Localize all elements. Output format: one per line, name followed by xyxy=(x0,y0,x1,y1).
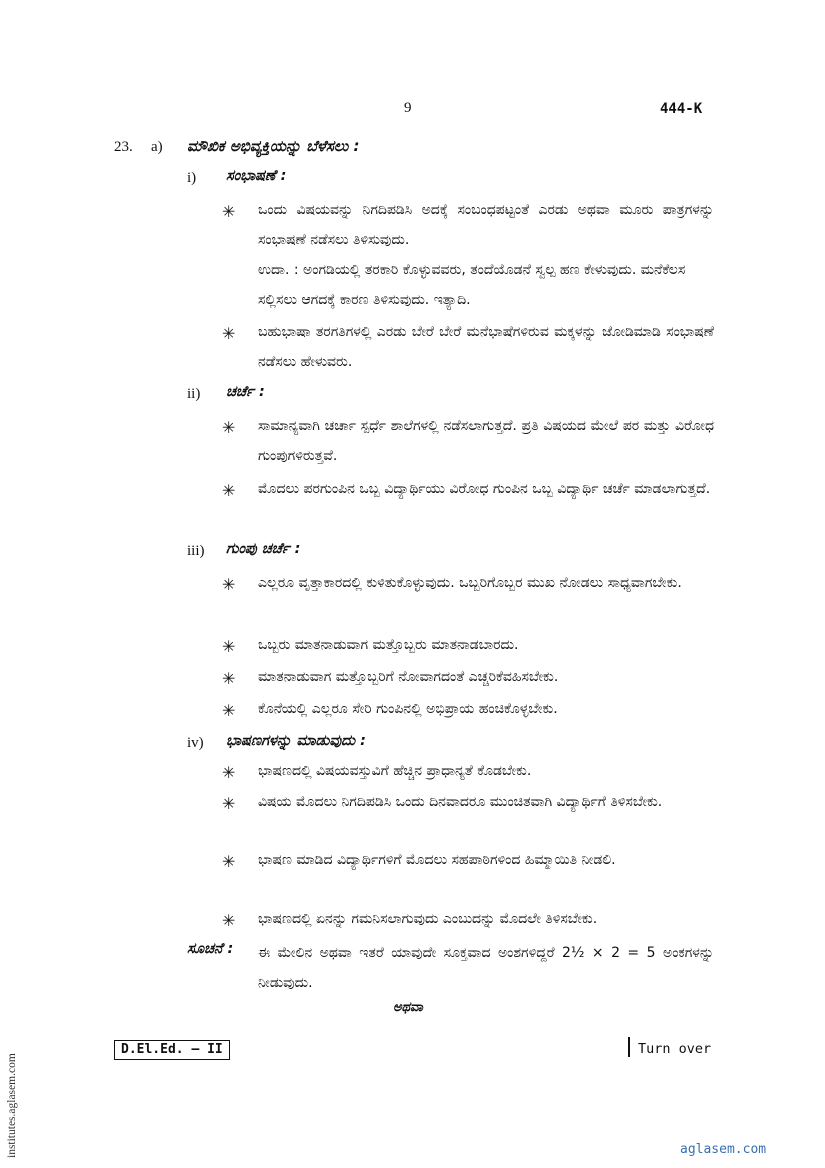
section-title: ಭಾಷಣಗಳನ್ನು ಮಾಡುವುದು : xyxy=(226,733,366,749)
question-number: 23. xyxy=(114,139,133,155)
or-label: ಅಥವಾ xyxy=(393,1000,423,1015)
turn-over-label: Turn over xyxy=(638,1041,712,1057)
question-part: a) xyxy=(151,139,163,155)
bullet-icon: ✳ xyxy=(222,669,236,688)
bullet-icon: ✳ xyxy=(222,575,236,594)
bullet-text: ಸಾಮಾನ್ಯವಾಗಿ ಚರ್ಚಾ ಸ್ಪರ್ಧೆ ಶಾಲೆಗಳಲ್ಲಿ ನಡೆಸಲಾಗುತ್ತದೆ. ಪ್ರತಿ ವಿಷಯದ ಮೇಲೆ ಪರ ಮತ್ತು ವಿರೋಧ ಗುಂಪುಗಳಿರುತ್ತವೆ. xyxy=(258,418,714,464)
paper-code: 444-K xyxy=(660,101,703,117)
note-label: ಸೂಚನೆ : xyxy=(187,941,234,957)
site-watermark: aglasem.com xyxy=(680,1142,767,1157)
bullet-text: ಭಾಷಣ ಮಾಡಿದ ವಿದ್ಯಾರ್ಥಿಗಳಿಗೆ ಮೊದಲು ಸಹಪಾಠಿಗಳಿಂದ ಹಿಮ್ಮಾಯಿತಿ ನೀಡಲಿ. xyxy=(258,852,616,868)
bullet-text: ವಿಷಯ ಮೊದಲು ನಿಗದಿಪಡಿಸಿ ಒಂದು ದಿನವಾದರೂ ಮುಂಚಿತವಾಗಿ ವಿದ್ಯಾರ್ಥಿಗೆ ತಿಳಿಸಬೇಕು. xyxy=(258,794,663,810)
bullet-icon: ✳ xyxy=(222,763,236,782)
bullet-text: ಕೊನೆಯಲ್ಲಿ ಎಲ್ಲರೂ ಸೇರಿ ಗುಂಪಿನಲ್ಲಿ ಅಭಿಪ್ರಾಯ ಹಂಚಿಕೊಳ್ಳಬೇಕು. xyxy=(258,701,558,717)
bullet-icon: ✳ xyxy=(222,637,236,656)
bullet-icon: ✳ xyxy=(222,911,236,930)
course-code-box: D.El.Ed. – II xyxy=(114,1040,230,1060)
section-number: i) xyxy=(187,170,197,186)
bullet-icon: ✳ xyxy=(222,202,236,221)
section-title: ಚರ್ಚೆ : xyxy=(226,384,265,400)
question-heading: ಮೌಖಿಕ ಅಭಿವ್ಯಕ್ತಿಯನ್ನು ಬೆಳೆಸಲು : xyxy=(187,137,360,155)
note-text: ಈ ಮೇಲಿನ ಅಥವಾ ಇತರೆ ಯಾವುದೇ ಸೂಕ್ತವಾದ ಅಂಶಗಳಿದ್ದರೆ 2½ × 2 = 5 ಅಂಕಗಳನ್ನು ನೀಡುವುದು. xyxy=(258,945,714,991)
bullet-icon: ✳ xyxy=(222,794,236,813)
bullet-icon: ✳ xyxy=(222,481,236,500)
bracket-icon xyxy=(628,1037,634,1057)
bullet-text: ಮೊದಲು ಪರಗುಂಪಿನ ಒಬ್ಬ ವಿದ್ಯಾರ್ಥಿಯು ವಿರೋಧ ಗುಂಪಿನ ಒಬ್ಬ ವಿದ್ಯಾರ್ಥಿ ಚರ್ಚೆ ಮಾಡಲಾಗುತ್ತದೆ. xyxy=(258,481,711,497)
section-title: ಗುಂಪು ಚರ್ಚೆ : xyxy=(226,541,301,557)
section-number: iii) xyxy=(187,543,205,559)
bullet-icon: ✳ xyxy=(222,852,236,871)
bullet-icon: ✳ xyxy=(222,701,236,720)
bullet-text: ಒಬ್ಬರು ಮಾತನಾಡುವಾಗ ಮತ್ತೊಬ್ಬರು ಮಾತನಾಡಬಾರದು. xyxy=(258,637,519,653)
section-title: ಸಂಭಾಷಣೆ : xyxy=(226,168,287,184)
bullet-text: ಮಾತನಾಡುವಾಗ ಮತ್ತೊಬ್ಬರಿಗೆ ನೋವಾಗದಂತೆ ಎಚ್ಚರಿಕೆವಹಿಸಬೇಕು. xyxy=(258,669,559,685)
bullet-icon: ✳ xyxy=(222,418,236,437)
bullet-icon: ✳ xyxy=(222,324,236,343)
example-text: ಉದಾ. : ಅಂಗಡಿಯಲ್ಲಿ ತರಕಾರಿ ಕೊಳ್ಳುವವರು, ತಂದೆಯೊಡನೆ ಸ್ವಲ್ಪ ಹಣ ಕೇಳುವುದು. ಮನೆಕೆಲಸ ಸಲ್ಲಿಸಲು ಆಗದಕ್ಕೆ ಕಾರಣ ತಿಳಿಸುವುದು. ಇತ್ಯಾದಿ. xyxy=(258,262,686,308)
page-number: 9 xyxy=(404,100,412,116)
section-number: iv) xyxy=(187,735,204,751)
bullet-text: ಎಲ್ಲರೂ ವೃತ್ತಾಕಾರದಲ್ಲಿ ಕುಳಿತುಕೊಳ್ಳುವುದು. ಒಬ್ಬರಿಗೊಬ್ಬರ ಮುಖ ನೋಡಲು ಸಾಧ್ಯವಾಗಬೇಕು. xyxy=(258,575,682,591)
bullet-text: ಒಂದು ವಿಷಯವನ್ನು ನಿಗದಿಪಡಿಸಿ ಅದಕ್ಕೆ ಸಂಬಂಧಪಟ್ಟಂತೆ ಎರಡು ಅಥವಾ ಮೂರು ಪಾತ್ರಗಳನ್ನು ಸಂಭಾಷಣೆ ನಡೆಸಲು ತಿಳಿಸುವುದು. xyxy=(258,202,714,248)
bullet-text: ಭಾಷಣದಲ್ಲಿ ವಿಷಯವಸ್ತುವಿಗೆ ಹೆಚ್ಚಿನ ಪ್ರಾಧಾನ್ಯತೆ ಕೊಡಬೇಕು. xyxy=(258,763,532,779)
section-number: ii) xyxy=(187,386,201,402)
bullet-text: ಭಾಷಣದಲ್ಲಿ ಏನನ್ನು ಗಮನಿಸಲಾಗುವುದು ಎಂಬುದನ್ನು ಮೊದಲೇ ತಿಳಿಸಬೇಕು. xyxy=(258,911,598,927)
side-watermark: institutes.aglasem.com xyxy=(6,1053,18,1158)
bullet-text: ಬಹುಭಾಷಾ ತರಗತಿಗಳಲ್ಲಿ ಎರಡು ಬೇರೆ ಬೇರೆ ಮನೆಭಾಷೆಗಳಿರುವ ಮಕ್ಕಳನ್ನು ಜೋಡಿಮಾಡಿ ಸಂಭಾಷಣೆ ನಡೆಸಲು ಹೇಳುವರು. xyxy=(258,324,714,370)
